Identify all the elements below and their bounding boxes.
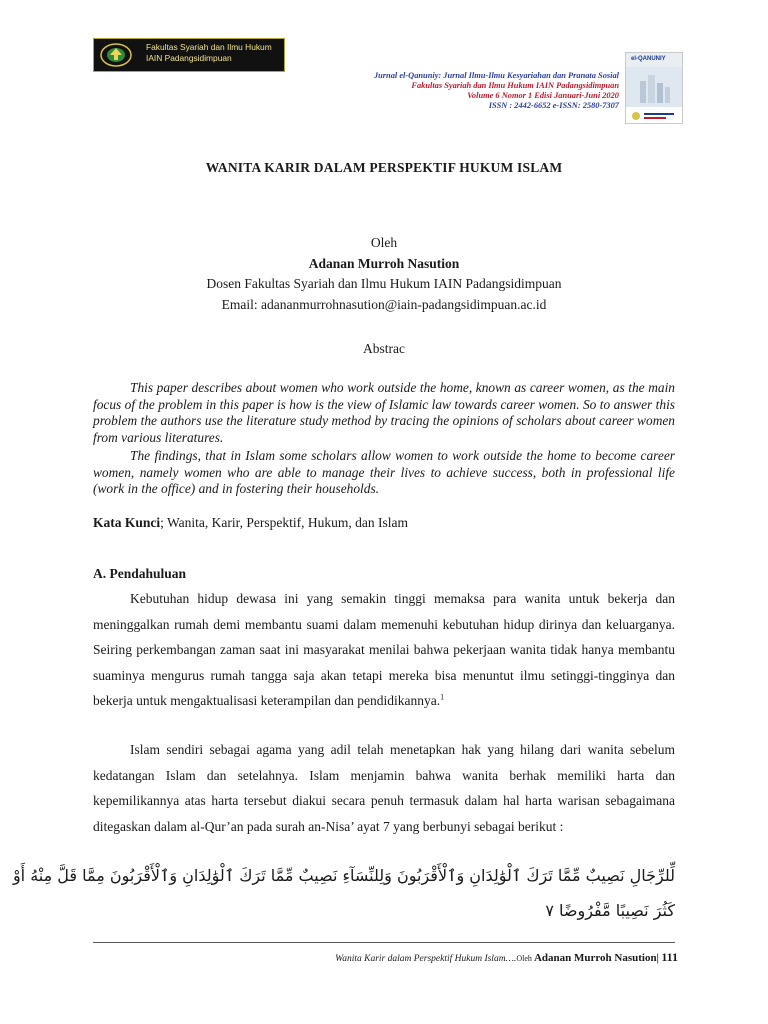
abstract-paragraph: This paper describes about women who work outside the home, known as career women, as the main focus of the problem in this paper is how is the view of Islamic law towards career women. So to answer this problem the authors use the literature study method by tracing the opinions of scholars about career women from various literatures. [93, 380, 675, 445]
institution-emblem-icon [98, 41, 134, 69]
footnote-marker: 1 [440, 692, 445, 702]
footer-author: Adanan Murroh Nasution [533, 952, 657, 964]
footer-by-label: Oleh [516, 954, 534, 963]
page-number: 111 [661, 950, 678, 964]
journal-issn: ISSN : 2442-6652 e-ISSN: 2580-7307 [488, 101, 619, 110]
institute-name: IAIN Padangsidimpuan [146, 53, 232, 63]
body-paragraph: Islam sendiri sebagai agama yang adil telah menetapkan hak yang hilang dari wanita sebelum kedatangan Islam dan setelahnya. Islam menjamin bahwa wanita berhak memiliki harta dan kepemilikannya atas harta tersebut diakui secara penuh termasuk dalam hal harta warisan sebagaimana ditegaskan dalam al-Qur’an pada surah an-Nisa’ ayat 7 yang berbunyi sebagai berikut : [93, 742, 675, 834]
author-affiliation: Dosen Fakultas Syariah dan Ilmu Hukum IAIN Padangsidimpuan [206, 276, 562, 291]
journal-volume: Volume 6 Nomor 1 Edisi Januari-Juni 2020 [467, 91, 619, 100]
keywords-label: Kata Kunci [93, 515, 161, 530]
cover-title: el-QANUNIY [631, 56, 666, 62]
abstract-heading: Abstrac [363, 341, 405, 356]
by-label: Oleh [370, 235, 398, 250]
abstract-paragraph: The findings, that in Islam some scholars allow women to work outside the home to become career women, namely women who are able to manage their lives to achieve success, both in professional life (work in the office) and in fostering their households. [93, 448, 675, 497]
keywords-text: ; Wanita, Karir, Perspektif, Hukum, dan Islam [160, 515, 408, 530]
page-footer [335, 950, 678, 965]
author-email: Email: adananmurrohnasution@iain-padangsidimpuan.ac.id [221, 297, 547, 312]
footer-article-title: Wanita Karir dalam Perspektif Hukum Islam…. [335, 954, 517, 964]
faculty-name: Fakultas Syariah dan Ilmu Hukum [146, 42, 272, 52]
body-paragraph-text: Kebutuhan hidup dewasa ini yang semakin tinggi memaksa para wanita untuk bekerja dan meninggalkan rumah demi membantu suami dalam memenuhi kebutuhan hidup dirinya dan keluarganya. Seiring perkembangan zaman saat ini masyarakat menilai bahwa pekerjaan wanita tidak hanya membantu suaminya mengurus rumah tangga saja akan tetapi mereka bisa menuntut ilmu setinggi-tingginya dan bekerja untuk mengaktualisasi keterampilan dan pendidikannya. [93, 591, 675, 709]
quran-verse-line: لِّلرِّجَالِ نَصِيبٌ مِّمَّا تَرَكَ ٱلْوَٰلِدَانِ وَٱلْأَقْرَبُونَ وَلِلنِّسَآءِ نَصِيبٌ مِّمَّا تَرَكَ ٱلْوَٰلِدَانِ وَٱلْأَقْرَبُونَ مِمَّا قَلَّ مِنْهُ أَوْ [12, 866, 675, 885]
body-paragraph [93, 586, 675, 714]
journal-cover-thumbnail [625, 52, 683, 124]
author-name: Adanan Murroh Nasution [308, 256, 460, 271]
section-heading: A. Pendahuluan [93, 566, 187, 581]
quran-verse-line: كَثُرَ نَصِيبًا مَّفْرُوضًا ٧ [545, 901, 675, 920]
footer-divider [93, 942, 675, 943]
journal-faculty: Fakultas Syariah dan Ilmu Hukum IAIN Padangsidimpuan [411, 81, 619, 90]
article-title: WANITA KARIR DALAM PERSPEKTIF HUKUM ISLAM [205, 160, 563, 175]
keywords-line [93, 515, 408, 531]
journal-title: Jurnal el-Qanuniy: Jurnal Ilmu-Ilmu Kesyariahan dan Pranata Sosial [373, 71, 619, 80]
institution-logo-banner [93, 38, 285, 72]
footer-separator: | [656, 953, 662, 964]
cover-art-icon [626, 67, 683, 124]
